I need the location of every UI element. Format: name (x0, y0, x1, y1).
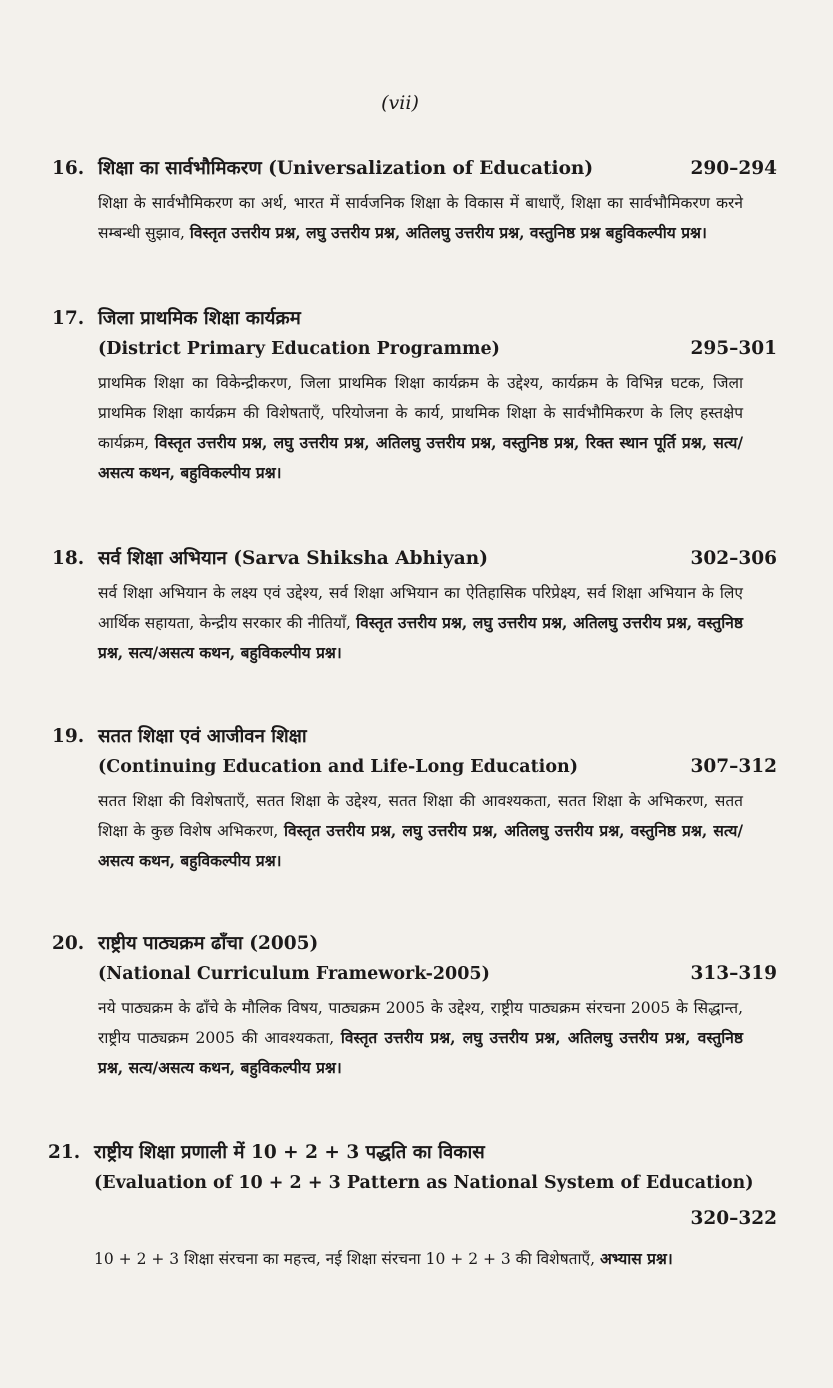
toc-entry-20 (52, 929, 777, 1083)
entry-title: राष्ट्रीय पाठ्यक्रम ढाँचा (2005) (98, 933, 319, 954)
toc-entry-18 (52, 544, 777, 668)
entry-pages: 290–294 (690, 158, 777, 179)
entry-subtitle: (District Primary Education Programme) (98, 339, 500, 359)
entry-description (94, 1244, 739, 1274)
description-text: सर्व शिक्षा अभियान के लक्ष्य एवं उद्देश्य, सर्व शिक्षा अभियान का ऐतिहासिक परिप्रेक्ष्य, सर्व शिक्षा अभियान के लिए आर्थिक सहायता, केन्द्रीय सरकार की नीतियाँ, (98, 584, 743, 632)
question-types: विस्तृत उत्तरीय प्रश्न, लघु उत्तरीय प्रश्न, अतिलघु उत्तरीय प्रश्न, वस्तुनिष्ठ प्रश्न, सत्य/असत्य कथन, बहुविकल्पीय प्रश्न। (98, 1028, 743, 1077)
description-text: 10 + 2 + 3 शिक्षा संरचना का महत्त्व, नई शिक्षा संरचना 10 + 2 + 3 की विशेषताएँ, (94, 1250, 600, 1268)
entry-number: 20. (52, 933, 85, 954)
toc-entry-19 (52, 722, 777, 876)
entry-subtitle-row (98, 334, 777, 364)
entry-heading (52, 929, 777, 959)
entry-title: सतत शिक्षा एवं आजीवन शिक्षा (98, 726, 307, 747)
toc-entry-21 (48, 1138, 777, 1274)
entry-description (98, 368, 743, 488)
entry-title: जिला प्राथमिक शिक्षा कार्यक्रम (98, 308, 301, 329)
question-types: विस्तृत उत्तरीय प्रश्न, लघु उत्तरीय प्रश्न, अतिलघु उत्तरीय प्रश्न, वस्तुनिष्ठ प्रश्न बहुविकल्पीय प्रश्न। (189, 223, 707, 242)
entry-heading (48, 1138, 777, 1168)
description-text: प्राथमिक शिक्षा का विकेन्द्रीकरण, जिला प्राथमिक शिक्षा कार्यक्रम के उद्देश्य, कार्यक्रम के विभिन्न घटक, जिला प्राथमिक शिक्षा कार्यक्रम की विशेषताएँ, परियोजना के कार्य, प्राथमिक शिक्षा के सार्वभौमिकरण के लिए हस्तक्षेप कार्यक्रम, (98, 374, 743, 452)
entry-subtitle: (National Curriculum Framework-2005) (98, 964, 490, 984)
entry-title: सर्व शिक्षा अभियान (Sarva Shiksha Abhiyan) (98, 548, 488, 569)
entry-description (98, 188, 743, 248)
description-text: नये पाठ्यक्रम के ढाँचे के मौलिक विषय, पाठ्यक्रम 2005 के उद्देश्य, राष्ट्रीय पाठ्यक्रम संरचना 2005 के सिद्धान्त, राष्ट्रीय पाठ्यक्रम 2005 की आवश्यकता, (98, 999, 743, 1047)
entry-subtitle: (Evaluation of 10 + 2 + 3 Pattern as National System of Education) (94, 1173, 754, 1193)
entry-title: राष्ट्रीय शिक्षा प्रणाली में 10 + 2 + 3 पद्धति का विकास (94, 1142, 485, 1163)
entry-pages: 313–319 (690, 963, 777, 984)
entry-subtitle-row (98, 959, 777, 989)
entry-number: 21. (48, 1142, 81, 1163)
entry-pages: 307–312 (690, 756, 777, 777)
entry-description (98, 578, 743, 668)
entry-title: शिक्षा का सार्वभौमिकरण (Universalization of Education) (98, 158, 594, 179)
question-types: विस्तृत उत्तरीय प्रश्न, लघु उत्तरीय प्रश्न, अतिलघु उत्तरीय प्रश्न, वस्तुनिष्ठ प्रश्न, सत्य/असत्य कथन, बहुविकल्पीय प्रश्न। (98, 613, 743, 662)
page-number: (vii) (381, 92, 419, 114)
entry-pages: 320–322 (690, 1208, 777, 1229)
entry-subtitle: (Continuing Education and Life-Long Education) (98, 757, 578, 777)
toc-entry-16 (52, 154, 777, 248)
entry-description (98, 786, 743, 876)
entry-number: 18. (52, 548, 85, 569)
entry-heading (52, 544, 777, 574)
toc-entry-17 (52, 304, 777, 488)
entry-heading (52, 722, 777, 752)
question-types: अभ्यास प्रश्न। (599, 1249, 673, 1268)
question-types: विस्तृत उत्तरीय प्रश्न, लघु उत्तरीय प्रश्न, अतिलघु उत्तरीय प्रश्न, वस्तुनिष्ठ प्रश्न, रिक्त स्थान पूर्ति प्रश्न, सत्य/असत्य कथन, बहुविकल्पीय प्रश्न। (98, 433, 743, 482)
entry-heading (52, 154, 777, 184)
entry-heading (52, 304, 777, 334)
entry-description (98, 993, 743, 1083)
entry-pages: 302–306 (690, 548, 777, 569)
entry-number: 19. (52, 726, 85, 747)
entry-subtitle-row (98, 752, 777, 782)
entry-pages: 295–301 (690, 338, 777, 359)
entry-number: 17. (52, 308, 85, 329)
question-types: विस्तृत उत्तरीय प्रश्न, लघु उत्तरीय प्रश्न, अतिलघु उत्तरीय प्रश्न, वस्तुनिष्ठ प्रश्न, सत्य/असत्य कथन, बहुविकल्पीय प्रश्न। (98, 821, 743, 870)
description-text: शिक्षा के सार्वभौमिकरण का अर्थ, भारत में सार्वजनिक शिक्षा के विकास में बाधाएँ, शिक्षा का सार्वभौमिकरण करने सम्बन्धी सुझाव, (98, 194, 743, 242)
entry-number: 16. (52, 158, 85, 179)
description-text: सतत शिक्षा की विशेषताएँ, सतत शिक्षा के उद्देश्य, सतत शिक्षा की आवश्यकता, सतत शिक्षा के अभिकरण, सतत शिक्षा के कुछ विशेष अभिकरण, (98, 792, 743, 840)
entry-subtitle-row (94, 1168, 777, 1198)
